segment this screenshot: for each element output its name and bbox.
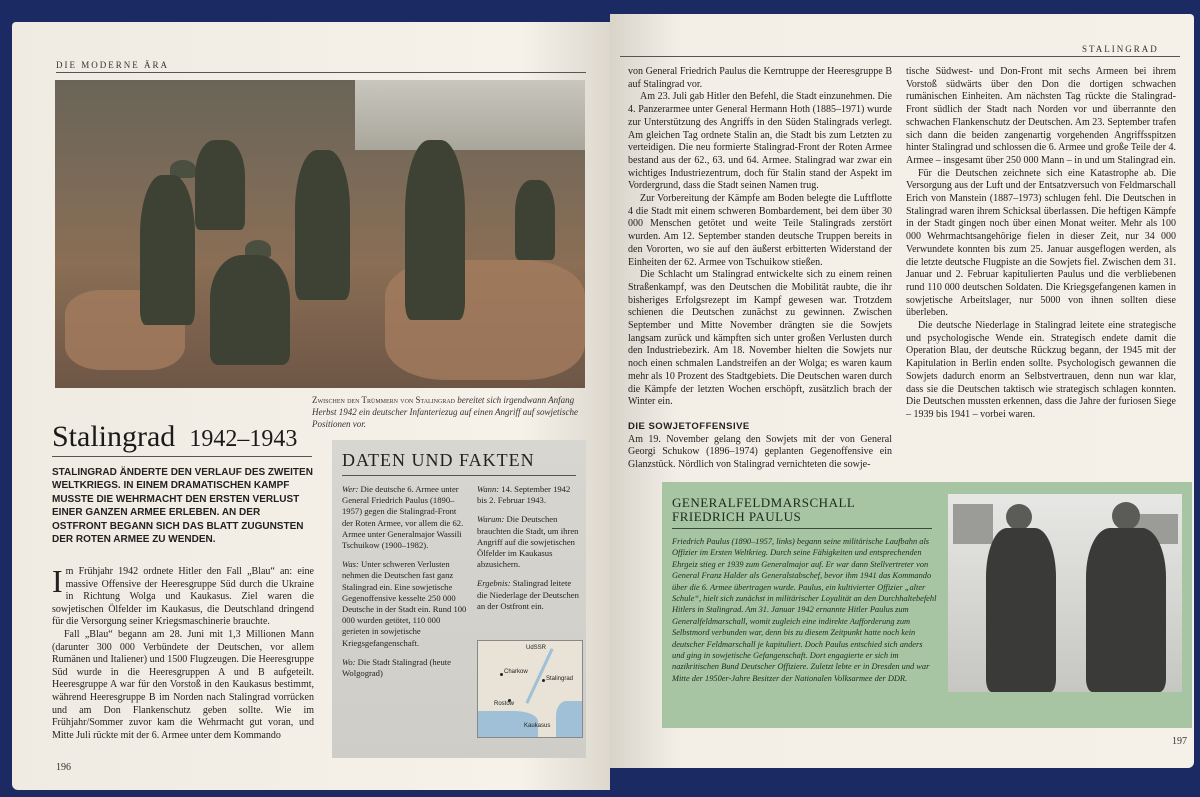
battle-photo — [55, 80, 585, 388]
header-rule-left — [56, 72, 586, 73]
fact-value: Stalingrad leitete die Niederlage der Deutschen an der Ostfront ein. — [477, 578, 579, 611]
text-column-2 — [906, 66, 1176, 422]
map-label-rostow: Rostow — [494, 701, 515, 707]
body-paragraph: von General Friedrich Paulus die Kerntruppe der Heeresgruppe B auf Stalingrad vor. — [628, 66, 892, 90]
map-city-dot — [542, 679, 545, 682]
photo-soldier — [405, 140, 465, 320]
running-head-right: STALINGRAD — [1082, 44, 1159, 54]
body-paragraph: Die deutsche Niederlage in Stalingrad leitete eine strategische und psychologische Wende ein. Strategisch endete damit die Operation Blau, der deutsche Rückzug begann, der 1945 mit der Kapitulation in Berlin enden sollte. Psychologisch gewannen die Sowjets dadurch enorm an Selbstvertrauen, denn nun war klar, dass sie die Deutschen taktisch wie strategisch schlagen konnten. Die Deutschen mussten erkennen, dass die Jahre der furiosen Siege – 1939 bis 1941 – vorbei waren. — [906, 320, 1176, 420]
photo-soldier — [515, 180, 555, 260]
map-label-charkow: Charkow — [504, 669, 528, 675]
fact-value: Unter schweren Verlusten nehmen die Deutschen fast ganz Stalingrad ein. Eine sowjetische Gegenoffensive kesselte 250 000 Deutsche in der Stadt ein. Rund 100 000 wurden getötet, 110 000 gerieten in sowjetische Kriegsgefangenschaft. — [342, 559, 467, 648]
body-paragraph: Am 23. Juli gab Hitler den Befehl, die Stadt einzunehmen. Die 4. Panzerarmee unter General Hermann Hoth (1885–1971) wurde zur Unterstützung des Angriffs in den Süden Stalingrads verlegt. Am gleichen Tag ordnete Stalin an, die Stadt bis zum Letzten zu verteidigen. Die neu formierte Stalingrad-Front der Roten Armee bestand aus der 62., 63. und 64. Armee. Stalingrad war zwar ein wichtiges Industriezentrum, doch für Stalin stand der Aspekt im Vordergrund, dass die Stadt seinen Namen trug. — [628, 91, 892, 192]
section-subhead: DIE SOWJETOFFENSIVE — [628, 420, 750, 432]
fact-value: Die Deutschen brauchten die Stadt, um ihren Angriff auf die sowjetischen Ölfelder im Kaukasus abzusichern. — [477, 514, 579, 570]
fact-wann — [477, 484, 581, 506]
region-map — [477, 640, 583, 738]
map-label-stalingrad: Stalingrad — [546, 676, 574, 682]
map-label-kaukasus: Kaukasus — [524, 723, 551, 729]
facts-box — [332, 440, 586, 758]
paulus-sidebar — [662, 482, 1192, 728]
page-number-right: 197 — [1172, 736, 1187, 747]
body-text-left — [52, 563, 314, 742]
fact-wer — [342, 484, 467, 551]
fact-label: Ergebnis: — [477, 578, 511, 589]
running-head-left: DIE MODERNE ÄRA — [56, 60, 169, 70]
fact-warum — [477, 514, 581, 570]
photo-soldier — [295, 150, 350, 300]
body-paragraph: Für die Deutschen zeichnete sich eine Katastrophe ab. Die Versorgung aus der Luft und der Entsatzversuch von Feldmarschall Erich von Manstein (1887–1973) schlugen fehl. Die Deutschen in Stalingrad waren ihrem Schicksal überlassen. Die heftigen Kämpfe in der Stadt gingen noch über einen Monat weiter. Mehr als 100 000 Wehrmachtsangehörige fielen in dieser Zeit, nur 34 000 Verwundete konnten bis zum 25. Januar ausgeflogen werden, als die letzte deutsche Flugpiste an die Sowjets fiel. Zwischen dem 31. Januar und 2. Februar kapitulierten Paulus und die verbliebenen rund 110 000 deutschen Soldaten. Die Kriegsgefangenen kamen in sowjetische Arbeitslager, nur 5000 von ihnen sollten diese überleben. — [906, 167, 1176, 319]
facts-title: DATEN UND FAKTEN — [342, 450, 535, 470]
paulus-photo — [948, 494, 1182, 692]
fact-label: Wann: — [477, 484, 500, 494]
title-rule — [52, 456, 312, 457]
body-paragraph: Zur Vorbereitung der Kämpfe am Boden belegte die Luftflotte 4 die Stadt mit einem schweren Bombardement, bei dem über 30 000 Menschen getötet und weite Teile Stalingrads zerstört wurden. Am 12. September standen deutsche Truppen bereits in den Vororten, wo sie auf den äußerst erbitterten Widerstand der Einheiten der 62. Armee von Tschuikow stießen. — [628, 193, 892, 268]
photo-soldier — [195, 140, 245, 230]
fact-label: Was: — [342, 559, 359, 570]
sidebar-title-line: FRIEDRICH PAULUS — [672, 509, 802, 524]
map-label-ussr: UdSSR — [526, 645, 547, 651]
caption-smallcaps: Zwischen den Trümmern von Stalingrad — [312, 395, 456, 405]
map-sea — [556, 701, 582, 737]
photo-house — [953, 504, 993, 544]
fact-value: 14. September 1942 bis 2. Februar 1943. — [477, 484, 571, 506]
body-paragraph: Am 19. November gelang den Sowjets mit der von General Georgi Schukow (1896–1974) geplanten Gegenoffensive ein Glanzstück. Nördlich von Stalingrad vernichteten die sowje- — [628, 433, 892, 471]
text-column-1 — [628, 66, 892, 472]
fact-label: Warum: — [477, 514, 505, 525]
map-city-dot — [500, 673, 503, 676]
intro-paragraph: STALINGRAD ÄNDERTE DEN VERLAUF DES ZWEITEN WELTKRIEGS. IN EINEM DRAMATISCHEN KAMPF MUSSTE DIE WEHRMACHT DEN ERSTEN VERLUST EINER GANZEN ARMEE ERLEBEN. AN DER OSTFRONT BEGANN SICH DAS BLATT ZUGUNSTEN DER ROTEN ARMEE ZU WENDEN. — [52, 467, 313, 546]
caption-text: bereitet sich irgendwann Anfang Herbst 1942 ein deutscher Infanteriezug auf einen Angriff auf sowjetische Positionen vor. — [312, 395, 579, 429]
facts-rule — [342, 475, 576, 476]
photo-figure — [986, 528, 1056, 692]
fact-value: Die Stadt Stalingrad (heute Wolgograd) — [342, 656, 451, 679]
photo-sky — [355, 80, 585, 150]
page-number-left: 196 — [56, 762, 71, 773]
page-title — [52, 420, 297, 454]
right-page — [610, 14, 1194, 768]
sidebar-text: Friedrich Paulus (1890–1957, links) begann seine militärische Laufbahn als Offizier im Ersten Weltkrieg. Durch seine Fähigkeiten und entsprechenden Ehrgeiz stieg er 1939 zum Generalmajor auf. Er war dann Stellvertreter von General Franz Halder als Generalstabschef, bevor ihm 1941 das Kommando über die 6. Armee übertragen wurde. Paulus, ein kultivierter Offizier „alter Schule“, hielt sich zunächst in militärischer Loyalität an den Durchhaltebefehl Hitlers in Stalingrad. Am 31. Januar 1942 ernannte Hitler Paulus zum Generalfeldmarschall, womit zugleich eine indirekte Aufforderung zum Selbstmord verbunden war, denn bis zu diesem Zeitpunkt hatte noch kein deutscher Feldmarschall je kapituliert. Doch Paulus entschied sich anders und ging in sowjetische Gefangenschaft. Dort engagierte er sich im nazikritischen Bund Deutscher Offiziere. Zuletzt lebte er in Dresden und war Mitte der 1950er-Jahre Besitzer der Nationalen Volksarmee der DDR. — [672, 537, 937, 683]
fact-value: Die deutsche 6. Armee unter General Friedrich Paulus (1890–1957) gegen die Stalingrad-Front der Roten Armee, vor allem die 62. Armee unter Generalmajor Wassili Tschuikow (1900–1982). — [342, 484, 464, 551]
sidebar-title — [672, 496, 855, 524]
facts-column-right — [477, 484, 581, 620]
left-page — [12, 22, 610, 790]
header-rule-right — [620, 56, 1180, 57]
sidebar-title-line: GENERALFELDMARSCHALL — [672, 495, 856, 510]
fact-was — [342, 559, 467, 649]
fact-wo — [342, 657, 467, 679]
photo-head — [1112, 502, 1140, 530]
fact-label: Wer: — [342, 484, 359, 494]
photo-figure — [1086, 528, 1166, 692]
fact-label: Wo: — [342, 656, 356, 667]
body-paragraph: Die Schlacht um Stalingrad entwickelte sich zu einem reinen Straßenkampf, was den Deutschen die Mobilität raubte, die ihr bisheriges Erfolgsrezept im Kampf gewesen war. Trotzdem schienen die Deutschen zunächst zu gewinnen. Zwischen September und Mitte November drängten sie die Sowjets langsam zurück und kämpften sich unter großen Verlusten durch den Industriebezirk. Am 18. November hielten die Sowjets nur noch einen schmalen Landstreifen an der Wolga; es waren kaum mehr als 10 Prozent des Stadtgebiets. Die Deutschen waren durch die Kämpfe der letzten Wochen erschöpft, zusätzlich brach der Winter ein. — [628, 269, 892, 408]
fact-ergebnis — [477, 578, 581, 612]
body-paragraph: tische Südwest- und Don-Front mit sechs Armeen bei ihrem Vorstoß südwärts über den Don die dortigen schwachen rumänischen Einheiten. Am nächsten Tag rückte die Stalingrad-Front südlich der Stadt nach Norden vor und überrannte den schwachen Flankenschutz der Deutschen. Am 23. September trafen sich dann die beiden zangenartig vorgehenden Angriffsspitzen hinter Stalingrad und schlossen die 6. Armee und große Teile der 4. Armee – insgesamt über 250 000 Mann – in und um Stalingrad ein. — [906, 66, 1176, 166]
photo-head — [1006, 504, 1032, 530]
body-paragraph: Fall „Blau“ begann am 28. Juni mit 1,3 Millionen Mann (darunter 300 000 Verbündete der Deutschen, vor allem Rumänen und Italiener) und 1500 Flugzeugen. Die Heeresgruppe Süd wurde in die Heeresgruppen A und B aufgeteilt. Heeresgruppe A war für den Vorstoß in den Kaukasus bestimmt, während Heeresgruppe B im Norden nach Stalingrad vorrücken und am Don Flankenschutz geben sollte. Wie im Frühjahr/Sommer zuvor kam die Wehrmacht gut voran, und Mitte Juli rückte mit der 6. Armee unter dem Kommando — [52, 628, 314, 741]
drop-cap: I — [52, 563, 63, 599]
title-text: Stalingrad — [52, 420, 176, 453]
title-years: 1942–1943 — [189, 426, 298, 452]
photo-soldier — [210, 255, 290, 365]
sidebar-rule — [672, 528, 932, 529]
body-paragraph: m Frühjahr 1942 ordnete Hitler den Fall „Blau“ an: eine massive Offensive der Heeresgruppe Süd durch die Ukraine in Richtung Wolga und Kaukasus. Ziel waren die sowjetischen Ölfelder im Kaukasus, die Deutschland dringend für die Versorgung seiner Kriegsmaschinerie brauchte. — [52, 566, 314, 628]
photo-soldier — [140, 175, 195, 325]
photo-caption — [312, 394, 582, 430]
facts-column-left — [342, 484, 467, 687]
